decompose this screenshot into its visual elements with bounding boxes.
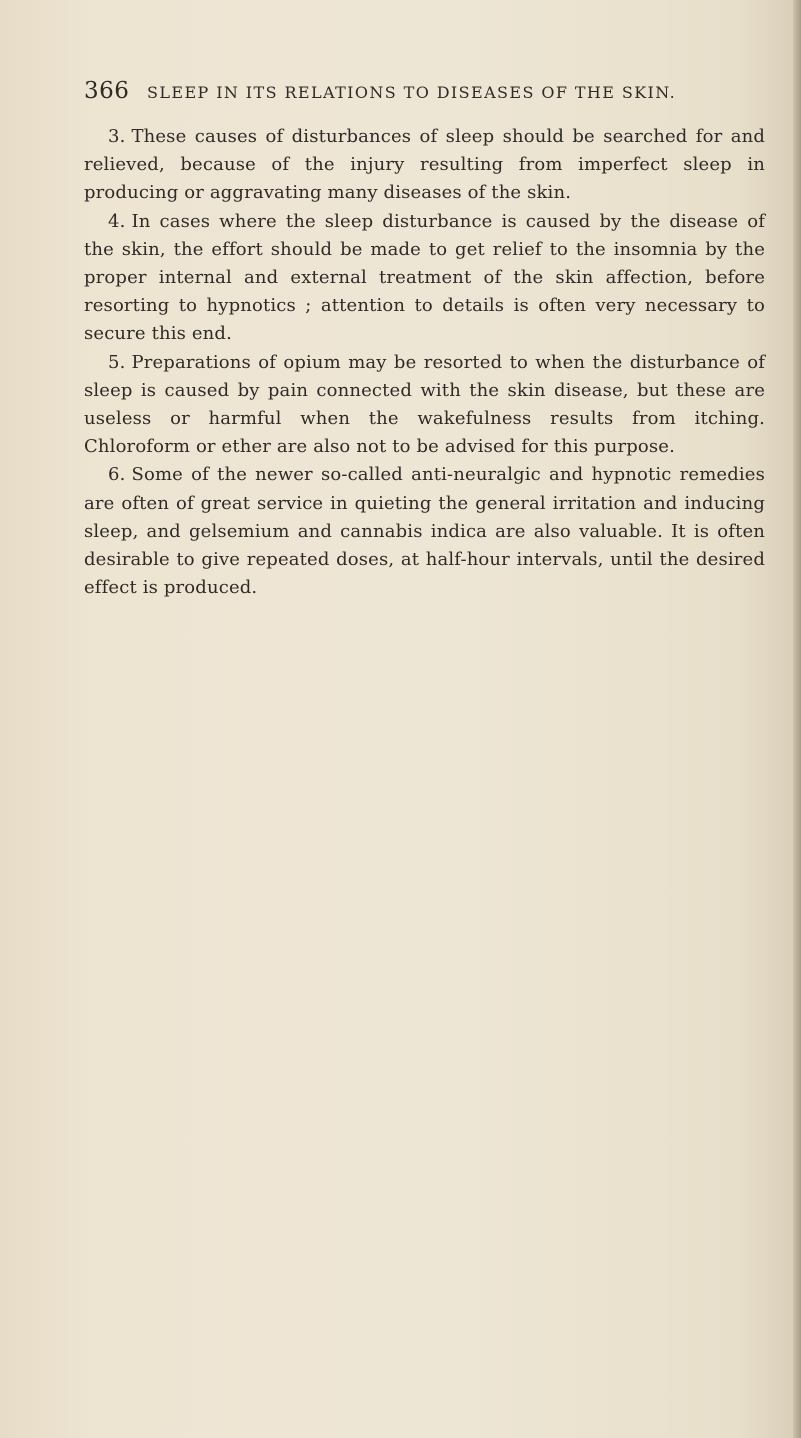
running-title: SLEEP IN ITS RELATIONS TO DISEASES OF THE SKIN. <box>147 83 677 102</box>
paragraph-text: In cases where the sleep disturbance is caused by the disease of the skin, the effort should be made to get relief to the insomnia by the proper internal and external treatment of the skin affection, before resorting to hypnotics ; attention to details is often very necessary to secure this end. <box>84 210 765 345</box>
paragraph-6 <box>84 461 765 602</box>
paragraph-number: 3. <box>108 126 126 147</box>
paragraph-4 <box>84 208 765 349</box>
body-text <box>84 123 765 602</box>
paragraph-5 <box>84 349 765 462</box>
paragraph-3 <box>84 123 765 208</box>
page-header <box>84 78 724 108</box>
page-number: 366 <box>84 78 130 104</box>
paragraph-text: Some of the newer so-called anti-neuralgic and hypnotic remedies are often of great service in quieting the general irritation and inducing sleep, and gelsemium and cannabis indica are also valuable. It is often desirable to give repeated doses, at half-hour intervals, until the desired effect is produced. <box>84 464 765 599</box>
paragraph-number: 6. <box>108 464 126 486</box>
paragraph-text: These causes of disturbances of sleep should be searched for and relieved, because of the injury resulting from imperfect sleep in producing or aggravating many diseases of the skin. <box>84 126 765 204</box>
paragraph-number: 5. <box>108 351 126 373</box>
paragraph-number: 4. <box>108 210 126 232</box>
page-edge-shadow <box>793 0 801 1438</box>
paragraph-text: Preparations of opium may be resorted to when the disturbance of sleep is caused by pain connected with the skin disease, but these are useless or harmful when the wakefulness results from itching. Chloroform or ether are also not to be advised for this purpose. <box>84 351 765 458</box>
